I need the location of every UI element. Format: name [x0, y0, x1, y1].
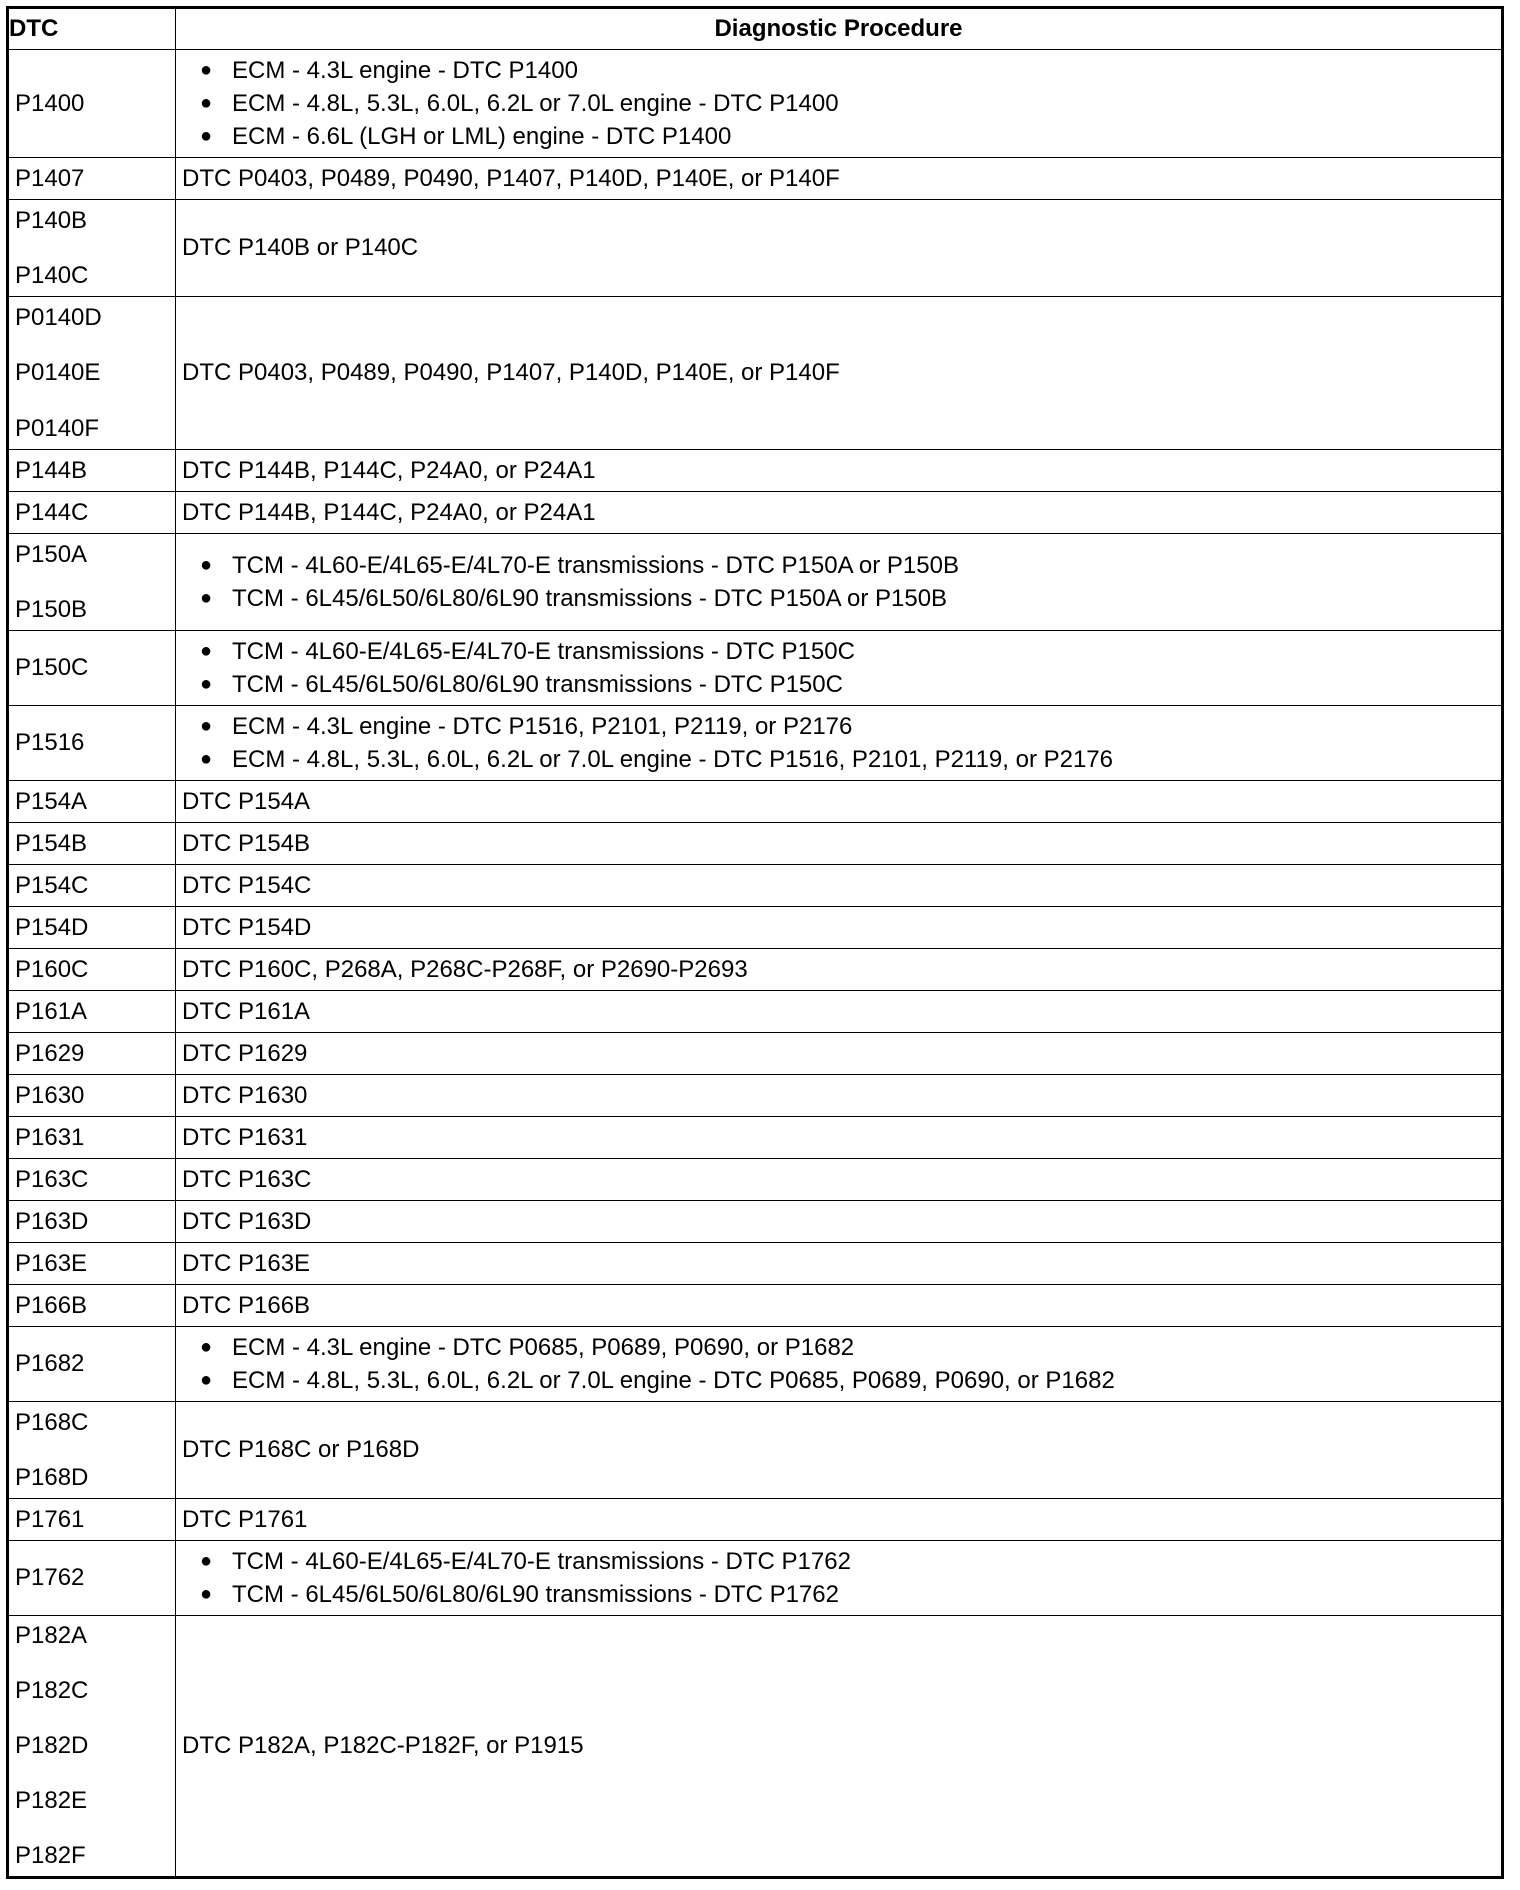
- table-row: [8, 781, 1503, 823]
- procedure-text: DTC P163D: [182, 1207, 312, 1235]
- procedure-cell: [176, 1075, 1503, 1117]
- dtc-code: P182D: [15, 1732, 89, 1759]
- procedure-bullet-item: ● TCM - 4L60-E/4L65-E/4L70-E transmissions - DTC P150A or P150B: [200, 549, 1501, 582]
- procedure-cell: [176, 1033, 1503, 1075]
- table-row: [8, 706, 1503, 781]
- dtc-code: P0140E: [15, 359, 101, 386]
- table-row: [8, 492, 1503, 534]
- dtc-code: P1761: [15, 1505, 85, 1533]
- procedure-text: DTC P154A: [182, 787, 311, 815]
- dtc-code: P182F: [15, 1842, 86, 1869]
- dtc-code-cell: [8, 631, 176, 706]
- dtc-code: P1631: [15, 1123, 85, 1151]
- procedure-text: DTC P168C or P168D: [182, 1436, 420, 1463]
- dtc-code-cell: [8, 492, 176, 534]
- table-row: [8, 200, 1503, 297]
- procedure-cell: [176, 949, 1503, 991]
- procedure-bullet-item: ● ECM - 4.3L engine - DTC P0685, P0689, P0690, or P1682: [200, 1331, 1501, 1364]
- dtc-code: P182E: [15, 1787, 88, 1814]
- dtc-code-cell: [8, 949, 176, 991]
- dtc-code: P0140D: [15, 303, 102, 331]
- table-row: [8, 1033, 1503, 1075]
- procedure-bullet-list: [182, 1545, 1501, 1611]
- procedure-text: DTC P1631: [182, 1123, 308, 1151]
- dtc-code-cell: [8, 706, 176, 781]
- procedure-text: DTC P1761: [182, 1505, 308, 1533]
- procedure-cell: [176, 1159, 1503, 1201]
- table-row: [8, 1285, 1503, 1327]
- dtc-code: P160C: [15, 955, 89, 983]
- dtc-code: P163D: [15, 1207, 89, 1235]
- dtc-code-cell: [8, 1033, 176, 1075]
- dtc-code: P163C: [15, 1165, 89, 1193]
- dtc-table: [6, 6, 1504, 1879]
- dtc-code-cell: [8, 1541, 176, 1616]
- table-row: [8, 1616, 1503, 1878]
- table-row: [8, 1541, 1503, 1616]
- table-body: [8, 50, 1503, 1878]
- table-row: [8, 1402, 1503, 1499]
- dtc-code: P168D: [15, 1463, 89, 1491]
- dtc-code: P1630: [15, 1081, 85, 1109]
- table-row: [8, 1075, 1503, 1117]
- procedure-cell: [176, 1285, 1503, 1327]
- procedure-cell: [176, 158, 1503, 200]
- dtc-code-cell: [8, 1285, 176, 1327]
- table-row: [8, 50, 1503, 158]
- procedure-text: DTC P0403, P0489, P0490, P1407, P140D, P140E, or P140F: [182, 359, 840, 386]
- dtc-code-cell: [8, 450, 176, 492]
- procedure-cell: [176, 1117, 1503, 1159]
- procedure-text: DTC P140B or P140C: [182, 234, 419, 261]
- procedure-bullet-item: ● ECM - 6.6L (LGH or LML) engine - DTC P1400: [200, 120, 1501, 153]
- dtc-code-cell: [8, 991, 176, 1033]
- dtc-code: P1762: [15, 1564, 85, 1591]
- dtc-code-cell: [8, 1201, 176, 1243]
- table-row: [8, 1499, 1503, 1541]
- dtc-code: P150C: [15, 654, 89, 681]
- procedure-text: DTC P182A, P182C-P182F, or P1915: [182, 1732, 584, 1759]
- procedure-bullet-item: ● TCM - 6L45/6L50/6L80/6L90 transmissions - DTC P1762: [200, 1578, 1501, 1611]
- procedure-cell: [176, 50, 1503, 158]
- dtc-code-cell: [8, 1159, 176, 1201]
- dtc-code-cell: [8, 297, 176, 450]
- procedure-bullet-item: ● TCM - 6L45/6L50/6L80/6L90 transmissions - DTC P150C: [200, 668, 1501, 701]
- dtc-code-cell: [8, 1327, 176, 1402]
- procedure-bullet-item: ● ECM - 4.8L, 5.3L, 6.0L, 6.2L or 7.0L engine - DTC P0685, P0689, P0690, or P1682: [200, 1364, 1501, 1397]
- procedure-bullet-item: ● TCM - 6L45/6L50/6L80/6L90 transmissions - DTC P150A or P150B: [200, 582, 1501, 615]
- procedure-text: DTC P154C: [182, 871, 312, 899]
- dtc-code: P168C: [15, 1408, 89, 1436]
- dtc-code-cell: [8, 1499, 176, 1541]
- dtc-code-cell: [8, 823, 176, 865]
- procedure-bullet-item: ● ECM - 4.8L, 5.3L, 6.0L, 6.2L or 7.0L engine - DTC P1516, P2101, P2119, or P2176: [200, 743, 1501, 776]
- table-row: [8, 907, 1503, 949]
- dtc-code: P154D: [15, 913, 89, 941]
- dtc-code: P166B: [15, 1291, 88, 1319]
- procedure-bullet-list: [182, 54, 1501, 153]
- procedure-cell: [176, 865, 1503, 907]
- procedure-cell: [176, 1616, 1503, 1878]
- procedure-cell: [176, 991, 1503, 1033]
- dtc-code-cell: [8, 865, 176, 907]
- procedure-bullet-item: ● ECM - 4.3L engine - DTC P1400: [200, 54, 1501, 87]
- table-row: [8, 450, 1503, 492]
- table-row: [8, 297, 1503, 450]
- dtc-code: P150A: [15, 540, 88, 568]
- procedure-cell: [176, 492, 1503, 534]
- dtc-code-cell: [8, 200, 176, 297]
- dtc-code-cell: [8, 1075, 176, 1117]
- table-row: [8, 1201, 1503, 1243]
- dtc-code: P1682: [15, 1350, 85, 1377]
- dtc-code: P140B: [15, 206, 88, 234]
- procedure-bullet-item: ● TCM - 4L60-E/4L65-E/4L70-E transmissions - DTC P1762: [200, 1545, 1501, 1578]
- dtc-code: P154B: [15, 829, 88, 857]
- table-row: [8, 158, 1503, 200]
- dtc-code-cell: [8, 534, 176, 631]
- procedure-cell: [176, 631, 1503, 706]
- dtc-code-cell: [8, 907, 176, 949]
- procedure-bullet-list: [182, 549, 1501, 615]
- dtc-code: P1516: [15, 729, 85, 756]
- procedure-text: DTC P163E: [182, 1249, 311, 1277]
- procedure-cell: [176, 1499, 1503, 1541]
- dtc-code-cell: [8, 1243, 176, 1285]
- dtc-code: P0140F: [15, 414, 100, 442]
- table-row: [8, 1243, 1503, 1285]
- dtc-code: P163E: [15, 1249, 88, 1277]
- dtc-code: P182C: [15, 1677, 89, 1704]
- table-row: [8, 991, 1503, 1033]
- dtc-code: P1407: [15, 164, 85, 192]
- dtc-code-cell: [8, 1402, 176, 1499]
- procedure-cell: [176, 781, 1503, 823]
- procedure-text: DTC P154D: [182, 913, 312, 941]
- procedure-text: DTC P144B, P144C, P24A0, or P24A1: [182, 456, 596, 484]
- procedure-text: DTC P163C: [182, 1165, 312, 1193]
- dtc-code-cell: [8, 158, 176, 200]
- table-row: [8, 631, 1503, 706]
- table-row: [8, 1327, 1503, 1402]
- dtc-code: P154A: [15, 787, 88, 815]
- procedure-text: DTC P161A: [182, 997, 311, 1025]
- table-row: [8, 1159, 1503, 1201]
- table-row: [8, 823, 1503, 865]
- table-row: [8, 865, 1503, 907]
- procedure-cell: [176, 297, 1503, 450]
- dtc-code: P140C: [15, 261, 89, 289]
- header-row: [8, 8, 1503, 50]
- procedure-bullet-list: [182, 1331, 1501, 1397]
- procedure-cell: [176, 1201, 1503, 1243]
- procedure-bullet-item: ● ECM - 4.3L engine - DTC P1516, P2101, P2119, or P2176: [200, 710, 1501, 743]
- table-row: [8, 1117, 1503, 1159]
- procedure-text: DTC P166B: [182, 1291, 311, 1319]
- dtc-code: P144C: [15, 498, 89, 526]
- table-row: [8, 949, 1503, 991]
- procedure-cell: [176, 907, 1503, 949]
- procedure-bullet-list: [182, 635, 1501, 701]
- dtc-code: P161A: [15, 997, 88, 1025]
- dtc-code: P1400: [15, 89, 85, 117]
- procedure-text: DTC P154B: [182, 829, 311, 857]
- procedure-cell: [176, 200, 1503, 297]
- procedure-text: DTC P160C, P268A, P268C-P268F, or P2690-P2693: [182, 955, 748, 983]
- procedure-cell: [176, 1327, 1503, 1402]
- dtc-code-cell: [8, 781, 176, 823]
- procedure-bullet-item: ● ECM - 4.8L, 5.3L, 6.0L, 6.2L or 7.0L engine - DTC P1400: [200, 87, 1501, 120]
- procedure-cell: [176, 1541, 1503, 1616]
- dtc-code-cell: [8, 1616, 176, 1878]
- procedure-cell: [176, 1402, 1503, 1499]
- dtc-code-cell: [8, 1117, 176, 1159]
- procedure-text: DTC P0403, P0489, P0490, P1407, P140D, P140E, or P140F: [182, 164, 840, 192]
- dtc-code: P154C: [15, 871, 89, 899]
- dtc-code: P144B: [15, 456, 88, 484]
- table-row: [8, 534, 1503, 631]
- procedure-text: DTC P1630: [182, 1081, 308, 1109]
- procedure-cell: [176, 823, 1503, 865]
- procedure-cell: [176, 534, 1503, 631]
- dtc-code-cell: [8, 50, 176, 158]
- dtc-code: P1629: [15, 1039, 85, 1067]
- procedure-cell: [176, 1243, 1503, 1285]
- procedure-bullet-list: [182, 710, 1501, 776]
- procedure-text: DTC P1629: [182, 1039, 308, 1067]
- procedure-text: DTC P144B, P144C, P24A0, or P24A1: [182, 498, 596, 526]
- dtc-code: P182A: [15, 1622, 88, 1649]
- header-procedure: Diagnostic Procedure: [176, 8, 1503, 50]
- procedure-cell: [176, 450, 1503, 492]
- dtc-code: P150B: [15, 595, 88, 623]
- procedure-cell: [176, 706, 1503, 781]
- procedure-bullet-item: ● TCM - 4L60-E/4L65-E/4L70-E transmissions - DTC P150C: [200, 635, 1501, 668]
- header-dtc: DTC: [8, 8, 176, 50]
